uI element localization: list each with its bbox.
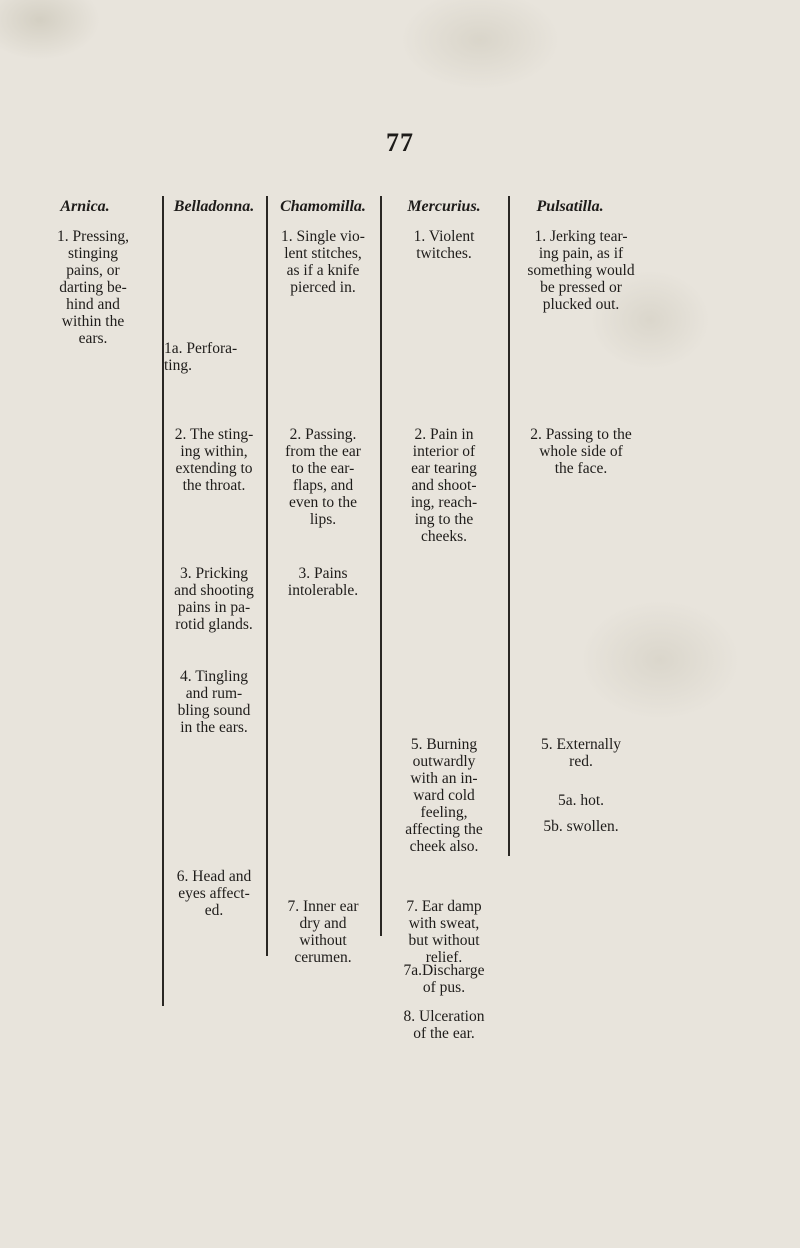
header-pulsatilla: Pulsatilla. (536, 198, 604, 215)
mercurius-symptom-7a: 7a.Discharge of pus. (403, 962, 485, 996)
mercurius-symptom-1: 1. Violent twitches. (413, 228, 475, 262)
header-mercurius: Mercurius. (407, 198, 481, 215)
header-chamomilla: Chamomilla. (280, 198, 366, 215)
chamomilla-symptom-1: 1. Single vio- lent stitches, as if a knife pierced in. (281, 228, 365, 296)
belladonna-symptom-3: 3. Pricking and shooting pains in pa- rotid glands. (174, 565, 254, 633)
pulsatilla-symptom-5: 5. Externally red. (540, 736, 622, 770)
pulsatilla-symptom-5b: 5b. swollen. (543, 818, 619, 835)
pulsatilla-symptom-5a: 5a. hot. (557, 792, 605, 809)
page-number: 77 (386, 128, 414, 157)
pulsatilla-symptom-2: 2. Passing to the whole side of the face. (530, 426, 632, 477)
mercurius-symptom-7: 7. Ear damp with sweat, but without relief. (406, 898, 482, 966)
mercurius-symptom-5: 5. Burning outwardly with an in- ward cold feeling, affecting the cheek also. (405, 736, 483, 855)
header-arnica: Arnica. (60, 198, 110, 215)
mercurius-symptom-8: 8. Ulceration of the ear. (403, 1008, 485, 1042)
chamomilla-symptom-7: 7. Inner ear dry and without cerumen. (287, 898, 359, 966)
belladonna-symptom-2: 2. The sting- ing within, extending to the throat. (174, 426, 254, 494)
belladonna-symptom-6: 6. Head and eyes affect- ed. (176, 868, 252, 919)
chamomilla-symptom-2: 2. Passing. from the ear to the ear- flaps, and even to the lips. (285, 426, 361, 528)
belladonna-symptom-4: 4. Tingling and rum- bling sound in the ears. (177, 668, 251, 736)
arnica-symptom-1: 1. Pressing, stinging pains, or darting be- hind and within the ears. (57, 228, 129, 347)
pulsatilla-symptom-1: 1. Jerking tear- ing pain, as if something would be pressed or plucked out. (527, 228, 635, 313)
mercurius-symptom-2: 2. Pain in interior of ear tearing and shoot- ing, reach- ing to the cheeks. (410, 426, 478, 545)
chamomilla-symptom-3: 3. Pains intolerable. (287, 565, 359, 599)
header-belladonna: Belladonna. (173, 198, 255, 215)
belladonna-symptom-1a: 1a. Perfora- ting. (164, 340, 238, 374)
